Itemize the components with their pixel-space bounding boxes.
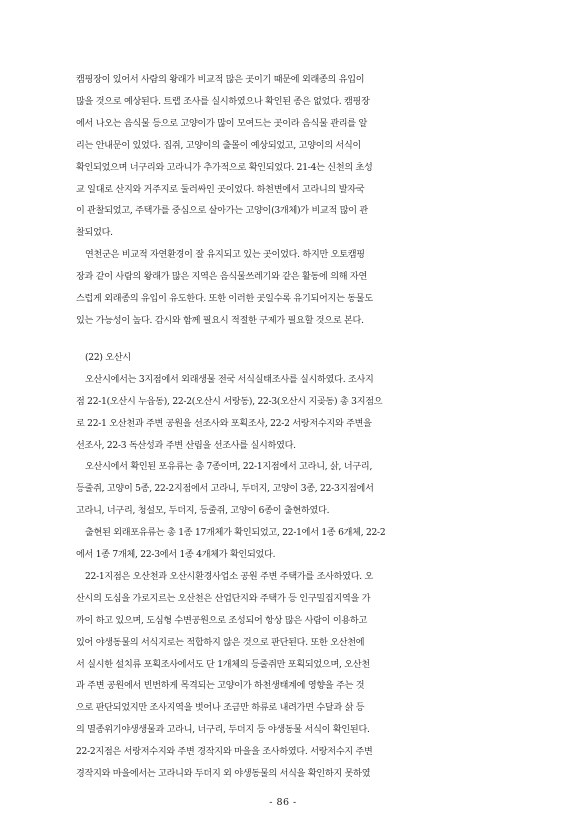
paragraph-osan-invasive	[76, 523, 496, 567]
text-line: 고라니, 너구리, 청설모, 두더지, 등줄쥐, 고양이 6종이 출현하였다.	[76, 506, 330, 517]
text-line: 산시의 도심을 가로지르는 오산천은 산업단지와 주택가 등 인구밀집지역을 가	[76, 593, 371, 604]
text-line: 점 22-1(오산시 누읍동), 22-2(오산시 서랑동), 22-3(오산시 지곶동) 총 3지점으	[76, 396, 383, 407]
text-line: 리는 안내문이 있었다. 집쥐, 고양이의 출몰이 예상되었고, 고양이의 서식이	[76, 140, 362, 151]
text-line: 까이 하고 있으며, 도심형 수변공원으로 조성되어 항상 많은 사람이 이용하고	[76, 615, 367, 626]
text-line: 과 주변 공원에서 빈번하게 목격되는 고양이가 하천생태계에 영향을 주는 것	[76, 681, 365, 692]
text-line: 로 22-1 오산천과 주변 공원을 선조사와 포획조사, 22-2 서랑저수지와 주변을	[76, 418, 372, 429]
text-line: 선조사, 22-3 독산성과 주변 산림을 선조사를 실시하였다.	[76, 440, 296, 451]
section-heading: (22) 오산시	[85, 352, 131, 363]
text-line: 서 실시한 설치류 포획조사에서도 단 1개체의 등줄쥐만 포획되었으며, 오산천	[76, 659, 370, 670]
text-line: 출현된 외래포유류는 총 1종 17개체가 확인되었고, 22-1에서 1종 6개체, 22-2	[85, 528, 386, 539]
paragraph-yeoncheon-summary	[76, 245, 496, 333]
text-line: 경작지와 마을에서는 고라니와 두더지 외 야생동물의 서식을 확인하지 못하였	[76, 769, 371, 780]
text-line: 오산시에서 확인된 포유류는 총 7종이며, 22-1지점에서 고라니, 삵, 너구리,	[85, 462, 373, 473]
text-line: 이 관찰되었고, 주택가를 중심으로 살아가는 고양이(3개체)가 비교적 많이 관	[76, 206, 368, 217]
text-line: 오산시에서는 3지점에서 외래생물 전국 서식실태조사를 실시하였다. 조사지	[85, 374, 374, 385]
text-line: 교 일대로 산지와 거주지로 둘러싸인 곳이었다. 하천변에서 고라니의 발자국	[76, 184, 365, 195]
text-line: 에서 나오는 음식물 등으로 고양이가 많이 모여드는 곳이라 음식물 관리를 알	[76, 118, 367, 129]
text-line: 많을 것으로 예상된다. 트랩 조사를 실시하였으나 확인된 종은 없었다. 캠핑장	[76, 96, 370, 107]
paragraph-campsite	[76, 70, 496, 245]
section-gap	[76, 333, 496, 348]
paragraph-osan-mammals	[76, 457, 496, 523]
text-line: 있는 가능성이 높다. 감시와 함께 필요시 적절한 구제가 필요할 것으로 본다.	[76, 315, 364, 326]
text-line: 캠핑장이 있어서 사람의 왕래가 비교적 많은 곳이기 때문에 외래종의 유입이	[76, 75, 365, 85]
body-text	[76, 70, 496, 786]
text-line: 으로 판단되었지만 조사지역을 벗어나 조금만 하류로 내려가면 수달과 삵 등	[76, 703, 365, 714]
text-line: 찰되었다.	[76, 228, 113, 239]
text-line: 의 멸종위기야생생물과 고라니, 너구리, 두더지 등 야생동물 서식이 확인된다.	[76, 725, 370, 736]
text-line: 확인되었으며 너구리와 고라니가 추가적으로 확인되었다. 21-4는 신천의 초성	[76, 162, 373, 173]
text-line: 연천군은 비교적 자연환경이 잘 유지되고 있는 곳이었다. 하지만 오토캠핑	[85, 250, 365, 261]
paragraph-osan-sites	[76, 567, 496, 786]
paragraph-osan-overview	[76, 370, 496, 458]
text-line: 있어 야생동물의 서식지로는 적합하지 않은 것으로 판단된다. 또한 오산천에	[76, 637, 365, 648]
page-number: - 86 -	[269, 797, 297, 808]
text-line: 22-1지점은 오산천과 오산시환경사업소 공원 주변 주택가를 조사하였다. 오	[85, 571, 374, 582]
text-line: 에서 1종 7개체, 22-3에서 1종 4개체가 확인되었다.	[76, 550, 276, 561]
text-line: 스럽게 외래종의 유입이 유도한다. 또한 이러한 곳일수록 유기되어지는 동물도	[76, 294, 373, 305]
text-line: 등줄쥐, 고양이 5종, 22-2지점에서 고라니, 두더지, 고양이 3종, 22-3지점에서	[76, 484, 374, 495]
text-line: 장과 같이 사람의 왕래가 많은 지역은 음식물쓰레기와 같은 활동에 의해 자연	[76, 272, 367, 283]
text-line: 22-2지점은 서랑저수지와 주변 경작지와 마을을 조사하였다. 서랑저수지 주변	[76, 747, 373, 758]
